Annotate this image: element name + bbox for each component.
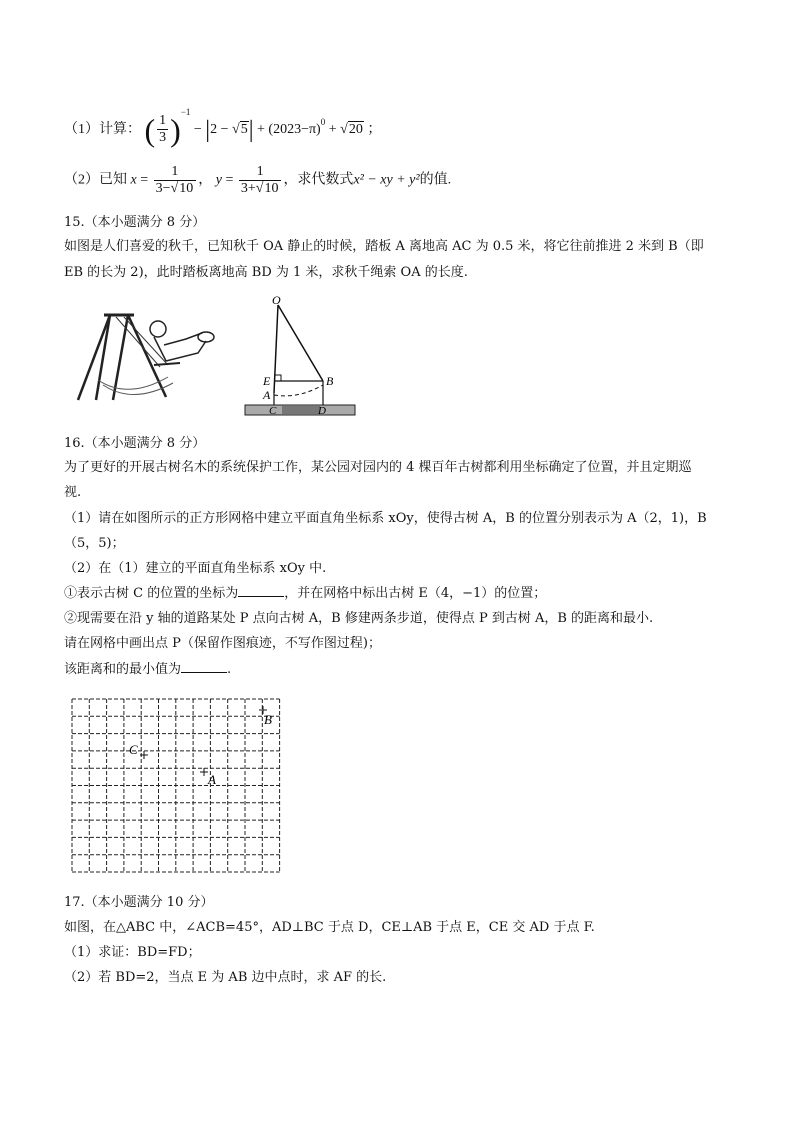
equals: =: [221, 172, 237, 188]
sqrt-twenty: 20: [348, 122, 363, 137]
frac-num: 1: [159, 113, 167, 129]
equals: =: [136, 172, 152, 188]
rope-OA: [274, 305, 278, 393]
q14-tail: ，求代数式: [283, 172, 354, 188]
q16-intro1: 为了更好的开展古树名木的系统保护工作，某公园对园内的 4 棵百年古树都利用坐标确定了位置，并且定期巡: [64, 460, 692, 475]
point-A: [200, 768, 216, 787]
frac-den: 3: [159, 130, 167, 146]
frac-num: 1: [154, 164, 197, 181]
q16-sub1: [64, 584, 546, 604]
label-D: D: [318, 405, 326, 417]
q14-part1: （1）计算： ( $\frac{1}{3}$ )$^{-1} - |2 - √5| + (2023-\pi)^0 + √20$ ；: [64, 107, 382, 148]
abs-inner: 2 −: [210, 122, 229, 137]
q16-sub1-a: ①表示古树 C 的位置的坐标为: [64, 586, 239, 601]
sqrt-ten: 10: [179, 181, 194, 196]
grid-label-C: C: [129, 742, 138, 757]
q15-line2: EB 的长为 2)，此时踏板离地高 BD 为 1 米，求秋千绳索 OA 的长度.: [64, 265, 468, 280]
sqrt-ten: 10: [264, 181, 279, 196]
fraction-y: [239, 164, 282, 197]
left-paren: (: [144, 111, 156, 148]
label-A: A: [263, 388, 271, 402]
plus-sign-2: +: [328, 122, 337, 137]
plus-sign: +: [257, 122, 265, 137]
grid-label-A: A: [208, 772, 216, 787]
abs-bar-left: |: [205, 116, 211, 143]
q16-part1b: （5，5)；: [64, 536, 125, 551]
q16-sub4-a: 该距离和的最小值为: [64, 662, 182, 677]
q16-header: 16.（本小题满分 8 分）: [64, 436, 206, 451]
q14-end: 的值.: [419, 172, 452, 188]
q16-part1a: （1）请在如图所示的正方形网格中建立平面直角坐标系 xOy，使得古树 A，B 的位置分别表示为 A（2，1)，B: [64, 511, 707, 526]
q16-sub4-b: .: [227, 662, 232, 677]
ground-mid: [282, 406, 320, 414]
comma: ，: [198, 172, 213, 188]
label-O: O: [272, 295, 281, 307]
rope-OB: [278, 305, 323, 381]
q17-line2: （1）求证：BD=FD；: [64, 945, 201, 960]
q16-part2: （2）在（1）建立的平面直角坐标系 xOy 中.: [64, 561, 327, 576]
label-B: B: [326, 374, 334, 388]
q15-header: 15.（本小题满分 8 分）: [64, 215, 206, 230]
den-part: 3−: [155, 181, 171, 196]
swing-arc: [274, 385, 323, 396]
fraction-one-third: [157, 113, 168, 146]
q16-sub3: 请在网格中画出点 P（保留作图痕迹，不写作图过程)；: [64, 636, 381, 651]
frac-den: 3+√10: [240, 181, 279, 196]
right-paren: ): [170, 111, 181, 148]
exponent-zero: 0: [320, 117, 326, 127]
grid-lines: [72, 699, 280, 872]
right-angle-E: [275, 375, 281, 381]
q16-sub2: ②现需要在沿 y 轴的道路某处 P 点向古树 A，B 修建两条步道，使得点 P 到古树 A，B 的距离和最小.: [64, 611, 654, 626]
expression: x² − xy + y²: [353, 172, 420, 188]
label-E: E: [263, 374, 271, 388]
den-part: 3+: [240, 181, 256, 196]
exponent-neg-one: −1: [180, 107, 191, 117]
q14-part1-prefix: （1）计算：: [64, 122, 141, 137]
abs-bar-right: |: [248, 116, 254, 143]
q16-sub1-b: ，并在网格中标出古树 E（4，−1）的位置；: [284, 586, 547, 601]
sqrt-five: 5: [240, 122, 248, 137]
q17-line1: 如图，在△ABC 中，∠ACB=45°，AD⊥BC 于点 D，CE⊥AB 于点 E，CE 交 AD 于点 F.: [64, 920, 595, 935]
paren-2023-pi: (2023−π): [268, 122, 321, 137]
answer-blank-C[interactable]: [238, 584, 284, 597]
label-C: C: [269, 405, 277, 417]
minus-sign: −: [193, 122, 202, 137]
swing-geometry-diagram: [240, 295, 360, 420]
frac-den: 3−√10: [155, 181, 194, 196]
q16-sub4: [64, 660, 231, 680]
swing-illustration: [68, 305, 218, 405]
semicolon: ；: [367, 122, 382, 137]
frac-num: 1: [239, 164, 282, 181]
var-y: y: [215, 172, 222, 188]
grid-label-B: B: [264, 712, 272, 727]
coordinate-grid: [66, 695, 282, 877]
var-x: x: [130, 172, 137, 188]
q16-intro2: 视.: [64, 485, 82, 500]
q14-part2-prefix: （2）已知: [64, 172, 127, 188]
q14-part2: [64, 164, 451, 197]
answer-blank-min-distance[interactable]: [181, 660, 227, 673]
q17-header: 17.（本小题满分 10 分）: [64, 895, 214, 910]
q17-line3: （2）若 BD=2，当点 E 为 AB 边中点时，求 AF 的长.: [64, 970, 387, 985]
fraction-x: [154, 164, 197, 197]
q15-line1: 如图是人们喜爱的秋千，已知秋千 OA 静止的时候，踏板 A 离地高 AC 为 0.5 米，将它往前推进 2 米到 B（即: [64, 239, 704, 254]
